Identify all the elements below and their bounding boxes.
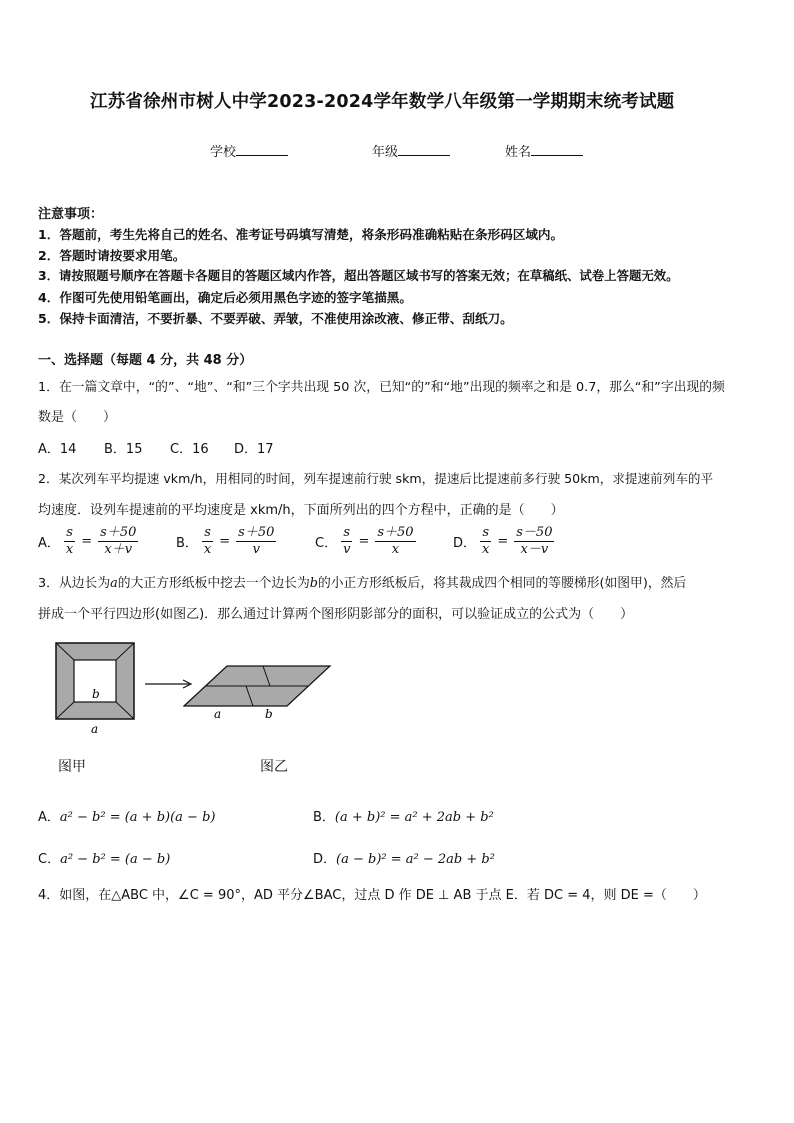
var-a: a	[110, 576, 118, 591]
equals-sign: =	[358, 534, 370, 549]
numerator: s＋50	[100, 525, 137, 540]
q3-text-line1	[38, 572, 686, 591]
q2-text-line2: 均速度．设列车提速前的平均速度是 xkm/h，下面所列出的四个方程中，正确的是（ ）	[38, 503, 564, 518]
grade-blank	[398, 143, 450, 156]
figure-yi-diagram	[183, 664, 333, 724]
denominator: x	[482, 542, 490, 557]
q1-text-line1: 1．在一篇文章中，“的”、“地”、“和”三个字共出现 50 次，已知“的”和“地”出现的频率之和是 0.7，那么“和”字出现的频	[38, 380, 725, 395]
q1-option-a[interactable]: A．14	[38, 442, 77, 457]
notice-item: 3．请按照题号顺序在答题卡各题目的答题区域内作答，超出答题区域书写的答案无效；在草稿纸、试卷上答题无效。	[38, 268, 679, 283]
q3-option-label: A．	[38, 810, 60, 825]
fig-yi-caption: 图乙	[260, 759, 288, 775]
q2-option-a[interactable]	[38, 525, 138, 558]
fig-jia-caption: 图甲	[58, 759, 86, 775]
q1-text-line2: 数是（ ）	[38, 410, 117, 425]
name-blank	[531, 143, 583, 156]
q3-text-line2: 拼成一个平行四边形(如图乙)．那么通过计算两个图形阴影部分的面积，可以验证成立的公式为（ ）	[38, 607, 634, 622]
q1-option-b[interactable]: B．15	[104, 442, 143, 457]
name-label: 姓名	[505, 145, 532, 160]
numerator: s＋50	[377, 525, 414, 540]
q2-option-label: B．	[176, 536, 198, 551]
q2-text-line1: 2．某次列车平均提速 vkm/h，用相同的时间，列车提速前行驶 skm，提速后比提速前多行驶 50km，求提速前列车的平	[38, 471, 714, 486]
fraction	[98, 525, 138, 558]
fraction	[236, 525, 276, 558]
q3-option-label: C．	[38, 852, 61, 867]
q4-text: 4．如图，在△ABC 中，∠C = 90°，AD 平分∠BAC，过点 D 作 DE ⊥ AB 于点 E．若 DC = 4，则 DE =（ ）	[38, 888, 706, 903]
q2-option-d[interactable]	[453, 525, 554, 558]
q3-text-part: 的大正方形纸板中挖去一个边长为	[117, 576, 310, 591]
grade-field	[372, 141, 450, 160]
q3-formula: a² − b² = (a − b)	[60, 852, 171, 867]
q3-text-part: 3．从边长为	[38, 576, 111, 591]
figure-jia-diagram	[55, 642, 137, 736]
fraction	[480, 525, 491, 558]
notice-item: 4．作图可先使用铅笔画出，确定后必须用黑色字迹的签字笔描黑。	[38, 290, 412, 305]
fraction	[375, 525, 415, 558]
fig-yi-label-a: a	[214, 707, 222, 721]
denominator: x	[65, 542, 74, 557]
q3-formula: (a − b)² = a² − 2ab + b²	[336, 852, 495, 867]
fraction	[202, 525, 213, 558]
name-field	[505, 141, 583, 160]
fig-jia-label-b: b	[92, 687, 100, 701]
notice-heading: 注意事项：	[38, 207, 104, 222]
school-blank	[236, 143, 288, 156]
numerator: s	[64, 525, 75, 542]
q3-text-part: 的小正方形纸板后，将其裁成四个相同的等腰梯形(如图甲)，然后	[317, 576, 687, 591]
notice-item: 2．答题时请按要求用笔。	[38, 248, 186, 263]
equals-sign: =	[219, 534, 231, 549]
fraction	[64, 525, 75, 558]
q3-option-label: D．	[313, 852, 337, 867]
denominator: x	[203, 542, 212, 557]
section-heading: 一、选择题（每题 4 分，共 48 分）	[38, 353, 253, 368]
q3-option-c[interactable]	[38, 848, 170, 867]
q3-option-b[interactable]	[313, 806, 494, 825]
notice-item: 1．答题前，考生先将自己的姓名、准考证号码填写清楚，将条形码准确粘贴在条形码区域内。	[38, 227, 564, 242]
page-title: 江苏省徐州市树人中学2023-2024学年数学八年级第一学期期末统考试题	[90, 92, 675, 112]
equals-sign: =	[497, 534, 509, 549]
q3-option-d[interactable]	[313, 848, 495, 867]
var-b: b	[309, 576, 318, 591]
q1-option-d[interactable]: D．17	[234, 442, 274, 457]
q2-option-b[interactable]	[176, 525, 276, 558]
q1-option-c[interactable]: C．16	[170, 442, 209, 457]
denominator: v	[343, 542, 351, 557]
numerator: s	[480, 525, 491, 542]
q3-option-label: B．	[313, 810, 335, 825]
numerator: s	[341, 525, 352, 542]
q3-formula: (a + b)² = a² + 2ab + b²	[334, 810, 494, 825]
numerator: s－50	[516, 525, 553, 540]
q2-option-c[interactable]	[315, 525, 416, 558]
fraction	[514, 525, 554, 558]
fig-jia-label-a: a	[91, 722, 99, 736]
equals-sign: =	[81, 534, 93, 549]
q2-option-label: C．	[315, 536, 338, 551]
denominator: v	[252, 542, 260, 557]
grade-label: 年级	[372, 145, 399, 160]
fraction	[341, 525, 352, 558]
fig-yi-label-b: b	[265, 707, 273, 721]
q2-option-label: A．	[38, 536, 60, 551]
q2-option-label: D．	[453, 536, 477, 551]
numerator: s	[202, 525, 213, 542]
denominator: x＋v	[104, 542, 133, 557]
numerator: s＋50	[238, 525, 275, 540]
school-label: 学校	[210, 145, 237, 160]
notice-item: 5．保持卡面清洁，不要折暴、不要弄破、弄皱，不准使用涂改液、修正带、刮纸刀。	[38, 311, 513, 326]
denominator: x	[391, 542, 400, 557]
school-field	[210, 141, 288, 160]
q3-formula: a² − b² = (a + b)(a − b)	[59, 810, 216, 825]
denominator: x－v	[520, 542, 549, 557]
q3-option-a[interactable]	[38, 806, 215, 825]
